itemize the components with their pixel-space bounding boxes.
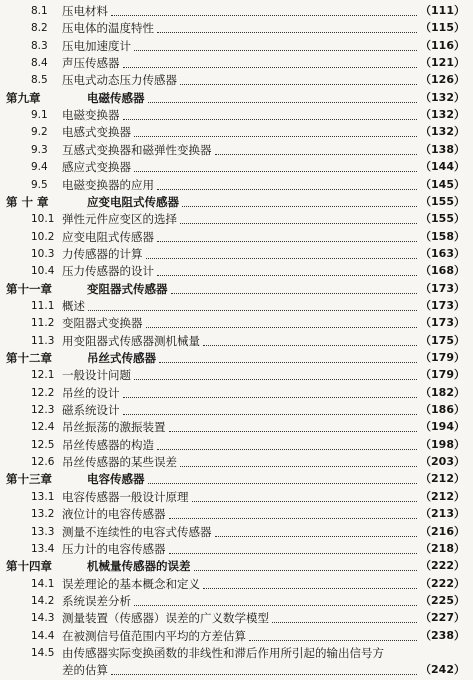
page-number: （179） bbox=[420, 351, 465, 364]
dot-leader bbox=[134, 135, 417, 137]
toc-section-row bbox=[0, 2, 473, 20]
toc-section-row bbox=[0, 106, 473, 124]
toc-chapter-row bbox=[0, 193, 473, 211]
dot-leader bbox=[88, 309, 417, 311]
toc-chapter-row bbox=[0, 89, 473, 107]
dot-leader bbox=[157, 188, 417, 190]
section-title: 由传感器实际变换函数的非线性和滞后作用所引起的输出信号方 bbox=[62, 645, 384, 660]
dot-leader bbox=[182, 205, 417, 207]
page-number: （111） bbox=[420, 4, 465, 17]
page-number: （179） bbox=[420, 368, 465, 382]
toc-section-row bbox=[0, 540, 473, 558]
section-title: 测量装置（传感器）误差的广义数学模型 bbox=[62, 611, 269, 626]
section-title: 吊丝的设计 bbox=[62, 385, 120, 400]
section-title: 概述 bbox=[62, 298, 85, 313]
section-number: 14.5 bbox=[31, 646, 55, 659]
chapter-number: 第十四章 bbox=[6, 559, 52, 574]
page-number: （203） bbox=[420, 455, 465, 469]
chapter-number: 第十二章 bbox=[6, 351, 52, 365]
page-number: （116） bbox=[420, 38, 465, 52]
toc-section-row bbox=[0, 575, 473, 593]
dot-leader bbox=[194, 569, 418, 571]
dot-leader bbox=[134, 170, 417, 172]
section-title: 在被测信号值范围内平均的方差估算 bbox=[62, 628, 246, 643]
section-title: 系统误差分析 bbox=[62, 593, 131, 608]
chapter-number: 第九章 bbox=[6, 90, 41, 105]
toc-section-row bbox=[0, 176, 473, 194]
toc-section-row bbox=[0, 366, 473, 384]
section-number: 8.1 bbox=[31, 5, 48, 17]
section-title: 压电体的温度特性 bbox=[62, 21, 154, 36]
toc-section-row bbox=[0, 228, 473, 246]
page-number: （132） bbox=[420, 90, 465, 104]
toc-chapter-row bbox=[0, 557, 473, 575]
dot-leader bbox=[171, 292, 418, 294]
page-number: （222） bbox=[420, 559, 465, 573]
toc-section-row bbox=[0, 627, 473, 645]
page-number: （126） bbox=[420, 73, 465, 87]
dot-leader bbox=[148, 482, 418, 484]
page-number: （225） bbox=[420, 593, 465, 607]
section-title: 应变电阻式传感器 bbox=[62, 229, 154, 244]
section-number: 8.2 bbox=[31, 22, 48, 35]
page-number: （227） bbox=[420, 611, 465, 625]
section-number: 14.3 bbox=[31, 612, 55, 625]
section-number: 8.3 bbox=[31, 39, 48, 52]
dot-leader bbox=[203, 587, 417, 589]
section-title: 一般设计问题 bbox=[62, 368, 131, 383]
page-number: （182） bbox=[420, 385, 465, 399]
section-number: 13.3 bbox=[31, 525, 55, 538]
section-number: 10.3 bbox=[31, 247, 55, 260]
section-title: 差的估算 bbox=[62, 663, 108, 678]
dot-leader bbox=[215, 153, 418, 155]
toc-section-row bbox=[0, 401, 473, 419]
section-title: 误差理论的基本概念和定义 bbox=[62, 576, 200, 591]
section-title: 压力计的电容传感器 bbox=[62, 541, 166, 556]
dot-leader bbox=[134, 378, 417, 380]
dot-leader bbox=[192, 500, 418, 502]
section-number: 11.1 bbox=[31, 299, 55, 312]
page-number: （175） bbox=[420, 333, 465, 347]
dot-leader bbox=[157, 31, 417, 33]
page-number: （218） bbox=[420, 541, 465, 555]
toc-section-row bbox=[0, 123, 473, 141]
dot-leader bbox=[146, 257, 418, 259]
chapter-title: 应变电阻式传感器 bbox=[87, 194, 179, 209]
section-title: 液位计的电容传感器 bbox=[62, 507, 166, 522]
page-number: （144） bbox=[420, 160, 465, 174]
page-number: （155） bbox=[420, 212, 465, 226]
page-number: （132） bbox=[420, 108, 465, 122]
dot-leader bbox=[157, 448, 417, 450]
section-title: 吊丝振荡的激振装置 bbox=[62, 420, 166, 435]
page-number: （222） bbox=[420, 576, 465, 590]
page-number: （173） bbox=[420, 316, 465, 330]
dot-leader bbox=[148, 101, 418, 103]
section-title: 测量不连续性的电容式传感器 bbox=[62, 524, 212, 539]
chapter-title: 机械量传感器的误差 bbox=[87, 559, 191, 574]
toc-section-row bbox=[0, 332, 473, 350]
page-number: （145） bbox=[420, 177, 465, 191]
page-number: （155） bbox=[420, 194, 465, 208]
section-number: 10.1 bbox=[31, 213, 55, 226]
section-number: 9.4 bbox=[31, 161, 48, 174]
section-number: 12.4 bbox=[31, 421, 55, 434]
dot-leader bbox=[249, 639, 417, 641]
section-title: 弹性元件应变区的选择 bbox=[62, 212, 177, 227]
toc-section-row bbox=[0, 245, 473, 263]
dot-leader bbox=[111, 673, 417, 675]
page-number: （173） bbox=[420, 298, 465, 312]
section-title: 电感式变换器 bbox=[62, 125, 131, 140]
dot-leader bbox=[146, 326, 418, 328]
toc-section-row bbox=[0, 384, 473, 402]
page-number: （132） bbox=[420, 125, 465, 139]
chapter-title: 变阻器式传感器 bbox=[87, 281, 168, 296]
page-number: （168） bbox=[420, 264, 465, 278]
section-title: 压电加速度计 bbox=[62, 38, 131, 53]
section-title: 磁系统设计 bbox=[62, 403, 120, 418]
toc-section-row bbox=[0, 453, 473, 471]
section-title: 声压传感器 bbox=[62, 56, 120, 71]
dot-leader bbox=[134, 604, 417, 606]
section-number: 11.2 bbox=[31, 317, 55, 330]
page-number: （163） bbox=[420, 246, 465, 260]
page-number: （198） bbox=[420, 437, 465, 451]
page-number: （216） bbox=[420, 524, 465, 538]
section-title: 互感式变换器和磁弹性变换器 bbox=[62, 142, 212, 157]
section-number: 8.4 bbox=[31, 57, 48, 70]
dot-leader bbox=[157, 240, 417, 242]
section-number: 12.6 bbox=[31, 456, 55, 469]
section-number: 9.1 bbox=[31, 109, 48, 122]
section-number: 14.4 bbox=[31, 629, 55, 642]
toc-chapter-row bbox=[0, 470, 473, 488]
section-number: 13.2 bbox=[31, 508, 55, 521]
dot-leader bbox=[123, 396, 418, 398]
page-number: （213） bbox=[420, 507, 465, 521]
section-title: 力传感器的计算 bbox=[62, 246, 143, 261]
section-number: 14.1 bbox=[31, 577, 55, 590]
toc-section-row bbox=[0, 436, 473, 454]
page-number: （115） bbox=[420, 21, 465, 35]
section-title: 感应式变换器 bbox=[62, 160, 131, 175]
toc-section-row bbox=[0, 592, 473, 610]
toc-section-row bbox=[0, 37, 473, 55]
page-number: （212） bbox=[420, 472, 465, 486]
dot-leader bbox=[123, 413, 418, 415]
dot-leader bbox=[180, 83, 417, 85]
section-title: 电磁变换器的应用 bbox=[62, 177, 154, 192]
dot-leader bbox=[215, 535, 418, 537]
toc-section-row bbox=[0, 609, 473, 627]
page-number: （242） bbox=[420, 663, 465, 677]
toc-section-row bbox=[0, 158, 473, 176]
dot-leader bbox=[157, 274, 417, 276]
section-number: 9.5 bbox=[31, 178, 48, 191]
toc-section-row bbox=[0, 523, 473, 541]
toc-section-row bbox=[0, 54, 473, 72]
section-title: 吊丝传感器的构造 bbox=[62, 437, 154, 452]
section-title: 压电材料 bbox=[62, 4, 108, 18]
section-title: 变阻器式变换器 bbox=[62, 316, 143, 331]
chapter-title: 吊丝式传感器 bbox=[87, 351, 156, 365]
section-number: 13.1 bbox=[31, 490, 55, 503]
toc-section-row bbox=[0, 262, 473, 280]
toc-chapter-row bbox=[0, 280, 473, 298]
chapter-number: 第十三章 bbox=[6, 472, 52, 487]
dot-leader bbox=[159, 361, 417, 363]
chapter-title: 电容传感器 bbox=[87, 472, 145, 487]
dot-leader bbox=[134, 49, 417, 51]
chapter-title: 电磁传感器 bbox=[87, 90, 145, 105]
dot-leader bbox=[169, 552, 418, 554]
toc-section-row bbox=[0, 210, 473, 228]
section-title: 用变阻器式传感器测机械量 bbox=[62, 333, 200, 348]
toc-section-row bbox=[0, 661, 473, 679]
dot-leader bbox=[123, 66, 418, 68]
section-number: 12.1 bbox=[31, 369, 55, 382]
dot-leader bbox=[169, 517, 418, 519]
toc-section-row bbox=[0, 488, 473, 506]
page-number: （121） bbox=[420, 56, 465, 70]
section-title: 压力传感器的设计 bbox=[62, 264, 154, 279]
dot-leader bbox=[180, 465, 417, 467]
section-number: 9.2 bbox=[31, 126, 48, 139]
dot-leader bbox=[272, 621, 417, 623]
chapter-number: 第十一章 bbox=[6, 281, 52, 296]
section-number: 14.2 bbox=[31, 594, 55, 607]
chapter-number: 第 十 章 bbox=[6, 194, 49, 209]
toc-section-row bbox=[0, 314, 473, 332]
section-number: 12.5 bbox=[31, 438, 55, 451]
section-number: 12.2 bbox=[31, 386, 55, 399]
toc-section-row bbox=[0, 505, 473, 523]
page-number: （194） bbox=[420, 420, 465, 434]
section-number: 9.3 bbox=[31, 143, 48, 156]
toc-chapter-row bbox=[0, 349, 473, 367]
page-number: （238） bbox=[420, 628, 465, 642]
toc-section-row bbox=[0, 644, 473, 662]
toc-section-row bbox=[0, 71, 473, 89]
dot-leader bbox=[180, 222, 417, 224]
page-number: （158） bbox=[420, 229, 465, 243]
section-title: 电容传感器一般设计原理 bbox=[62, 489, 189, 504]
dot-leader bbox=[203, 344, 417, 346]
page-number: （173） bbox=[420, 281, 465, 295]
section-number: 10.2 bbox=[31, 230, 55, 243]
dot-leader bbox=[169, 430, 418, 432]
section-title: 电磁变换器 bbox=[62, 108, 120, 123]
page-number: （186） bbox=[420, 403, 465, 417]
section-number: 8.5 bbox=[31, 74, 48, 87]
toc-section-row bbox=[0, 141, 473, 159]
section-title: 吊丝传感器的某些误差 bbox=[62, 455, 177, 470]
section-number: 11.3 bbox=[31, 334, 55, 347]
toc-section-row bbox=[0, 297, 473, 315]
section-number: 13.4 bbox=[31, 542, 55, 555]
dot-leader bbox=[123, 118, 418, 120]
section-title: 压电式动态压力传感器 bbox=[62, 73, 177, 88]
section-number: 10.4 bbox=[31, 265, 55, 278]
dot-leader bbox=[111, 14, 417, 16]
toc-section-row bbox=[0, 19, 473, 37]
section-number: 12.3 bbox=[31, 404, 55, 417]
page-number: （138） bbox=[420, 142, 465, 156]
toc-section-row bbox=[0, 418, 473, 436]
page-number: （212） bbox=[420, 489, 465, 503]
